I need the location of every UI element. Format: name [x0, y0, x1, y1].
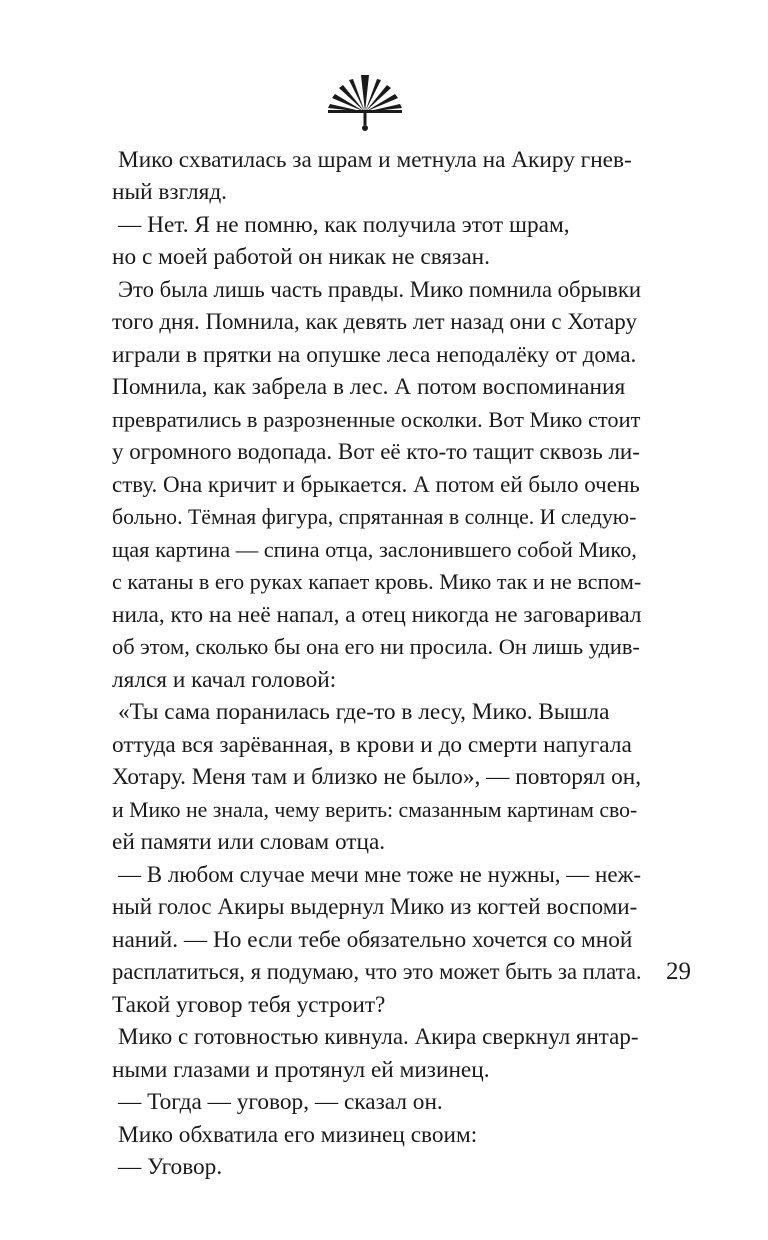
text-line: превратились в разрозненные осколки. Вот Мико стоит	[112, 407, 641, 432]
text-line: наний. — Но если тебе обязательно хочется со мной	[112, 927, 633, 953]
text-line: расплатиться, я подумаю, что это может быть за плата.	[112, 959, 642, 984]
text-line: — Нет. Я не помню, как получила этот шрам,	[118, 212, 570, 238]
text-line: ными глазами и протянул ей мизинец.	[112, 1057, 490, 1083]
text-line: «Ты сама поранилась где-то в лесу, Мико. Вышла	[118, 699, 610, 725]
text-line: того дня. Помнила, как девять лет назад они с Хотару	[112, 309, 637, 334]
text-line: Помнила, как забрела в лес. А потом воспоминания	[112, 374, 626, 400]
text-line: Такой уговор тебя устроит?	[112, 992, 386, 1018]
text-line: играли в прятки на опушке леса неподалёку от дома.	[112, 342, 637, 368]
text-line: — В любом случае мечи мне тоже не нужны, — неж-	[118, 862, 642, 887]
text-line: щая картина — спина отца, заслонившего собой Мико,	[112, 537, 637, 562]
text-line: больно. Тёмная фигура, спрятанная в солнце. И следую-	[112, 505, 637, 529]
text-line: ный голос Акиры выдернул Мико из когтей воспоми-	[112, 894, 638, 919]
text-line: об этом, сколько бы она его ни просила. Он лишь удив-	[112, 634, 640, 659]
page-number: 29	[666, 958, 691, 985]
fan-ornament-icon	[326, 74, 404, 132]
text-line: Хотару. Меня там и близко не было», — повторял он,	[112, 764, 642, 790]
text-line: — Тогда — уговор, — сказал он.	[118, 1089, 443, 1115]
text-line: — Уговор.	[118, 1154, 223, 1180]
text-line: и Мико не знала, чему верить: смазанным картинам сво-	[112, 798, 638, 822]
text-line: Мико с готовностью кивнула. Акира сверкнул янтар-	[118, 1024, 639, 1049]
text-line: Мико схватилась за шрам и метнула на Акиру гнев-	[118, 147, 632, 173]
text-line: но с моей работой он никак не связан.	[112, 244, 490, 270]
text-line: у огромного водопада. Вот её кто-то тащит сквозь ли-	[112, 439, 640, 464]
text-line: ству. Она кричит и брыкается. А потом ей было очень	[112, 472, 640, 497]
text-line: ей памяти или словам отца.	[112, 829, 386, 855]
text-line: лялся и качал головой:	[112, 667, 337, 693]
text-line: оттуда вся зарёванная, в крови и до смерти напугала	[112, 732, 632, 758]
text-line: с катаны в его руках капает кровь. Мико так и не вспом-	[112, 569, 642, 594]
text-line: ный взгляд.	[112, 179, 228, 205]
text-line: Мико обхватила его мизинец своим:	[118, 1122, 478, 1148]
text-line: нила, кто на неё напал, а отец никогда не заговаривал	[112, 602, 642, 628]
text-line: Это была лишь часть правды. Мико помнила обрывки	[118, 277, 642, 302]
